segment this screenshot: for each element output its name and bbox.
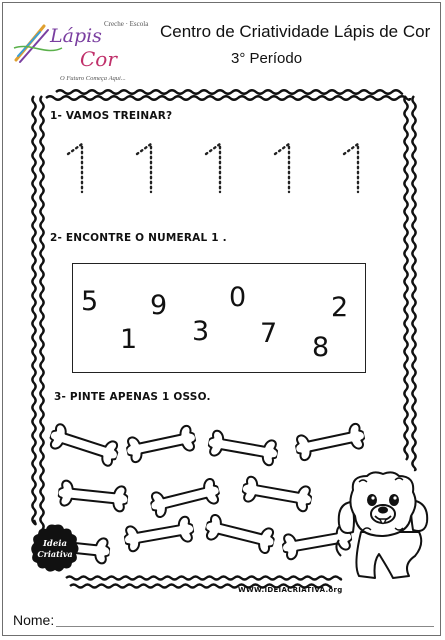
website-url: WWW.IDEIACRIATIVA.org <box>238 586 343 594</box>
number-7[interactable]: 7 <box>260 318 278 349</box>
wave-border-line <box>32 96 35 524</box>
number-0[interactable]: 0 <box>229 282 247 313</box>
trace-digit-1[interactable] <box>344 144 358 192</box>
name-label: Nome: <box>13 612 55 628</box>
wave-border-line <box>56 90 402 94</box>
trace-digit-1[interactable] <box>137 144 151 192</box>
section3-heading: 3- PINTE APENAS 1 OSSO. <box>54 391 211 403</box>
number-1[interactable]: 1 <box>120 324 138 355</box>
number-2[interactable]: 2 <box>331 292 349 323</box>
trace-digit-1[interactable] <box>68 144 82 192</box>
numbers-box <box>72 263 366 373</box>
svg-text:O Futuro Começa Aqui...: O Futuro Começa Aqui... <box>60 75 126 82</box>
number-3[interactable]: 3 <box>192 316 210 347</box>
trace-digit-1[interactable] <box>275 144 289 192</box>
wave-border-line <box>46 96 410 100</box>
wave-border-line <box>412 96 415 470</box>
section2-heading: 2- ENCONTRE O NUMERAL 1 . <box>50 232 227 244</box>
number-8[interactable]: 8 <box>312 332 330 363</box>
bone-outline[interactable] <box>56 472 130 519</box>
trace-digits <box>60 140 380 200</box>
wave-border-line <box>404 96 407 460</box>
wave-border-line <box>40 96 43 566</box>
section1-heading: 1- VAMOS TREINAR? <box>50 110 173 122</box>
period-label: 3° Período <box>231 50 303 67</box>
ideia-criativa-badge <box>30 523 80 573</box>
wave-border-line <box>66 577 341 580</box>
svg-text:Criativa: Criativa <box>37 549 73 559</box>
svg-text:Ideia: Ideia <box>42 539 68 549</box>
school-title: Centro de Criatividade Lápis de Cor <box>160 22 431 41</box>
name-input-line[interactable] <box>56 626 434 627</box>
svg-text:Cor: Cor <box>80 47 117 71</box>
number-5[interactable]: 5 <box>81 286 99 317</box>
trace-digit-1[interactable] <box>206 144 220 192</box>
number-9[interactable]: 9 <box>150 290 168 321</box>
svg-text:Creche · Escola: Creche · Escola <box>104 20 149 28</box>
svg-text:Lápis: Lápis <box>50 25 102 47</box>
dog-illustration <box>333 470 433 585</box>
